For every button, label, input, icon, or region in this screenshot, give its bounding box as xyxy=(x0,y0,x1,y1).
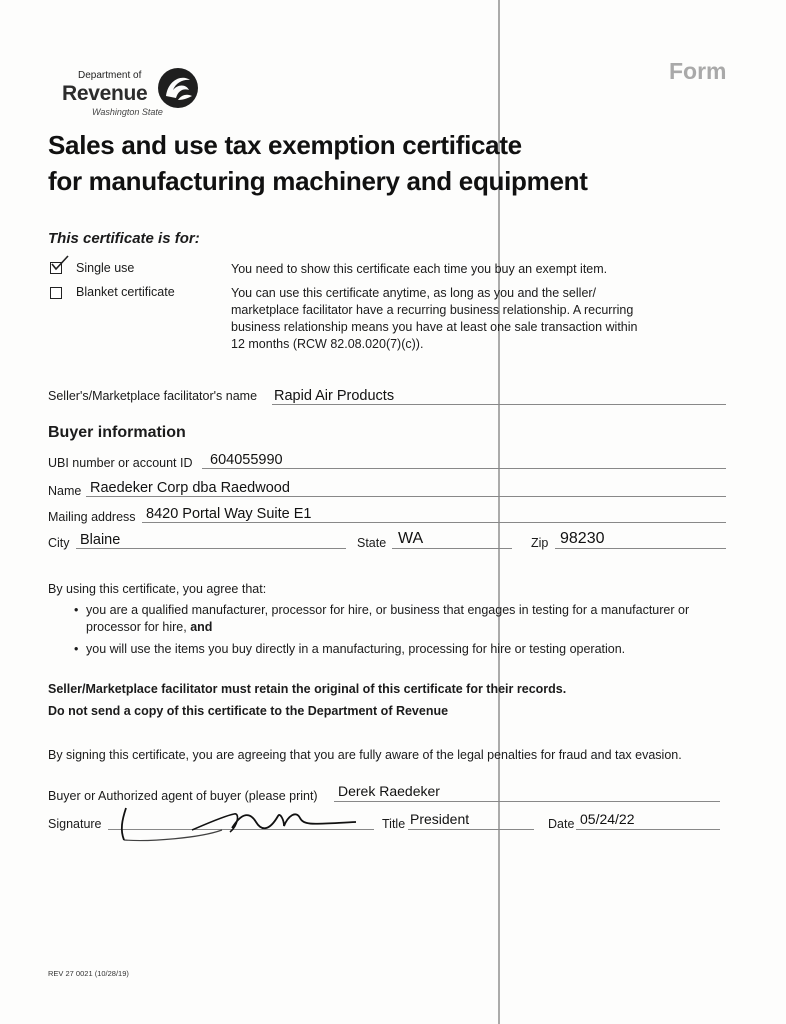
seller-name-label: Seller's/Marketplace facilitator's name xyxy=(48,389,258,403)
title-underline xyxy=(408,829,534,830)
single-use-label: Single use xyxy=(76,261,135,275)
zip-label: Zip xyxy=(531,536,549,550)
city-label: City xyxy=(48,536,70,550)
page-title-line-2: for manufacturing machinery and equipment xyxy=(48,166,588,196)
check-mark-icon xyxy=(50,254,72,274)
form-code: REV 27 0021 (10/28/19) xyxy=(48,969,129,978)
blanket-description: You can use this certificate anytime, as long as you and the seller/ marketplace facilitator have a recurring business relationship. A recurring business relationship means you have at least one sale transaction within 12 months (RCW 82.08.020(7)(c)). xyxy=(231,286,638,351)
name-label: Name xyxy=(48,484,82,498)
logo-revenue-text: Revenue xyxy=(62,82,148,105)
ubi-underline xyxy=(202,468,726,469)
name-row xyxy=(48,484,81,506)
agreement-bullet-2: you will use the items you buy directly in a manufacturing, processing for hire or testing operation. xyxy=(86,642,626,656)
city-underline xyxy=(76,548,346,549)
agreement-bullet-1: you are a qualified manufacturer, processor for hire, or business that engages in testing for a manufacturer or processor for hire, and xyxy=(86,603,690,634)
signing-statement: By signing this certificate, you are agreeing that you are fully aware of the legal penalties for fraud and tax evasion. xyxy=(48,748,682,762)
zip-field[interactable]: 98230 xyxy=(560,530,605,547)
ubi-field[interactable]: 604055990 xyxy=(210,452,283,468)
name-field[interactable]: Raedeker Corp dba Raedwood xyxy=(90,480,290,496)
blanket-label: Blanket certificate xyxy=(76,285,175,299)
certificate-for-heading: This certificate is for: xyxy=(48,230,200,247)
title-field[interactable]: President xyxy=(410,811,470,827)
form-label: Form xyxy=(669,58,727,84)
signature-row xyxy=(48,817,102,839)
state-underline xyxy=(392,548,512,549)
agent-underline xyxy=(334,801,720,802)
signature-label: Signature xyxy=(48,817,102,831)
agent-field[interactable]: Derek Raedeker xyxy=(338,783,440,799)
ubi-label: UBI number or account ID xyxy=(48,456,193,470)
bullet-dot-1: • xyxy=(74,603,79,617)
ubi-row xyxy=(48,456,193,478)
logo-department-text: Department of xyxy=(78,70,142,81)
name-underline xyxy=(86,496,726,497)
state-label: State xyxy=(357,536,387,550)
seller-name-underline xyxy=(272,404,726,405)
page-title-line-1: Sales and use tax exemption certificate xyxy=(48,130,522,160)
zip-underline xyxy=(555,548,726,549)
date-label: Date xyxy=(548,817,575,831)
state-field[interactable]: WA xyxy=(398,530,424,547)
title-label: Title xyxy=(382,817,406,831)
seller-name-field[interactable]: Rapid Air Products xyxy=(274,388,395,404)
retain-notice: Seller/Marketplace facilitator must retain the original of this certificate for their records. xyxy=(48,682,567,696)
bullet-dot-2: • xyxy=(74,642,79,656)
buyer-info-heading: Buyer information xyxy=(48,424,186,441)
signature-drawing[interactable] xyxy=(110,800,360,848)
date-field[interactable]: 05/24/22 xyxy=(580,811,635,827)
agreement-intro: By using this certificate, you agree that: xyxy=(48,582,267,596)
address-underline xyxy=(142,522,726,523)
do-not-send-notice: Do not send a copy of this certificate to the Department of Revenue xyxy=(48,704,449,718)
city-field[interactable]: Blaine xyxy=(80,532,121,548)
blanket-checkbox[interactable] xyxy=(50,287,62,299)
city-row xyxy=(48,536,70,558)
logo-state-text: Washington State xyxy=(92,107,163,117)
agent-label: Buyer or Authorized agent of buyer (please print) xyxy=(48,789,318,803)
address-field[interactable]: 8420 Portal Way Suite E1 xyxy=(146,506,312,522)
revenue-logo-icon xyxy=(156,66,200,110)
address-row xyxy=(48,510,136,532)
date-underline xyxy=(576,829,720,830)
address-label: Mailing address xyxy=(48,510,136,524)
single-use-description: You need to show this certificate each time you buy an exempt item. xyxy=(231,262,608,276)
